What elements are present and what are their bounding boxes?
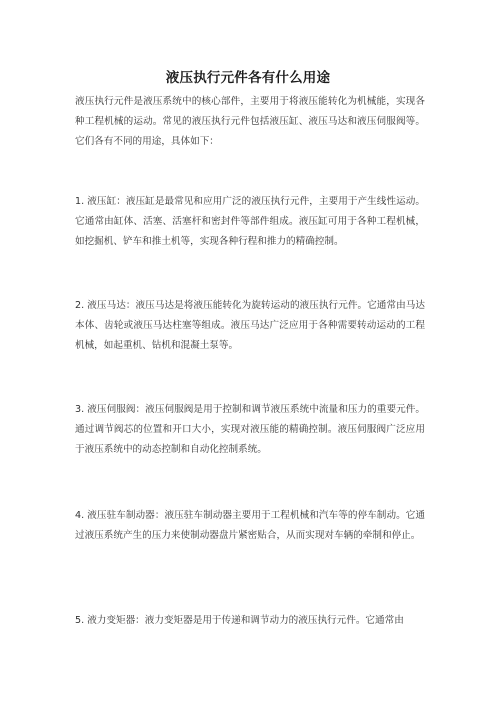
- paragraph-torque-converter: 5. 液力变矩器：液力变矩器是用于传递和调节动力的液压执行元件。它通常由: [75, 615, 404, 626]
- paragraph-hydraulic-motor: 2. 液压马达：液压马达是将液压能转化为旋转运动的液压执行元件。它通常由马达本体、齿轮或液压马达柱塞等组成。液压马达广泛应用于各种需要转动运动的工程机械，如起重机、钻机和混凝土泵等。: [75, 300, 425, 351]
- paragraph-servo-valve: 3. 液压伺服阀：液压伺服阀是用于控制和调节液压系统中流量和压力的重要元件。通过调节阀芯的位置和开口大小，实现对液压能的精确控制。液压伺服阀广泛应用于液压系统中的动态控制和自动化控制系统。: [75, 404, 425, 455]
- document-title: 液压执行元件各有什么用途: [165, 70, 331, 86]
- paragraph-hydraulic-cylinder: 1. 液压缸：液压缸是最常见和应用广泛的液压执行元件，主要用于产生线性运动。它通常由缸体、活塞、活塞杆和密封件等部件组成。液压缸可用于各种工程机械，如挖掘机、铲车和推土机等，实现各种行程和推力的精确控制。: [75, 196, 425, 247]
- paragraph-parking-brake: 4. 液压驻车制动器：液压驻车制动器主要用于工程机械和汽车等的停车制动。它通过液压系统产生的压力来使制动器盘片紧密贴合，从而实现对车辆的牵制和停止。: [75, 510, 425, 541]
- intro-paragraph: 液压执行元件是液压系统中的核心部件，主要用于将液压能转化为机械能，实现各种工程机械的运动。常见的液压执行元件包括液压缸、液压马达和液压伺服阀等。它们各有不同的用途，具体如下：: [75, 96, 425, 147]
